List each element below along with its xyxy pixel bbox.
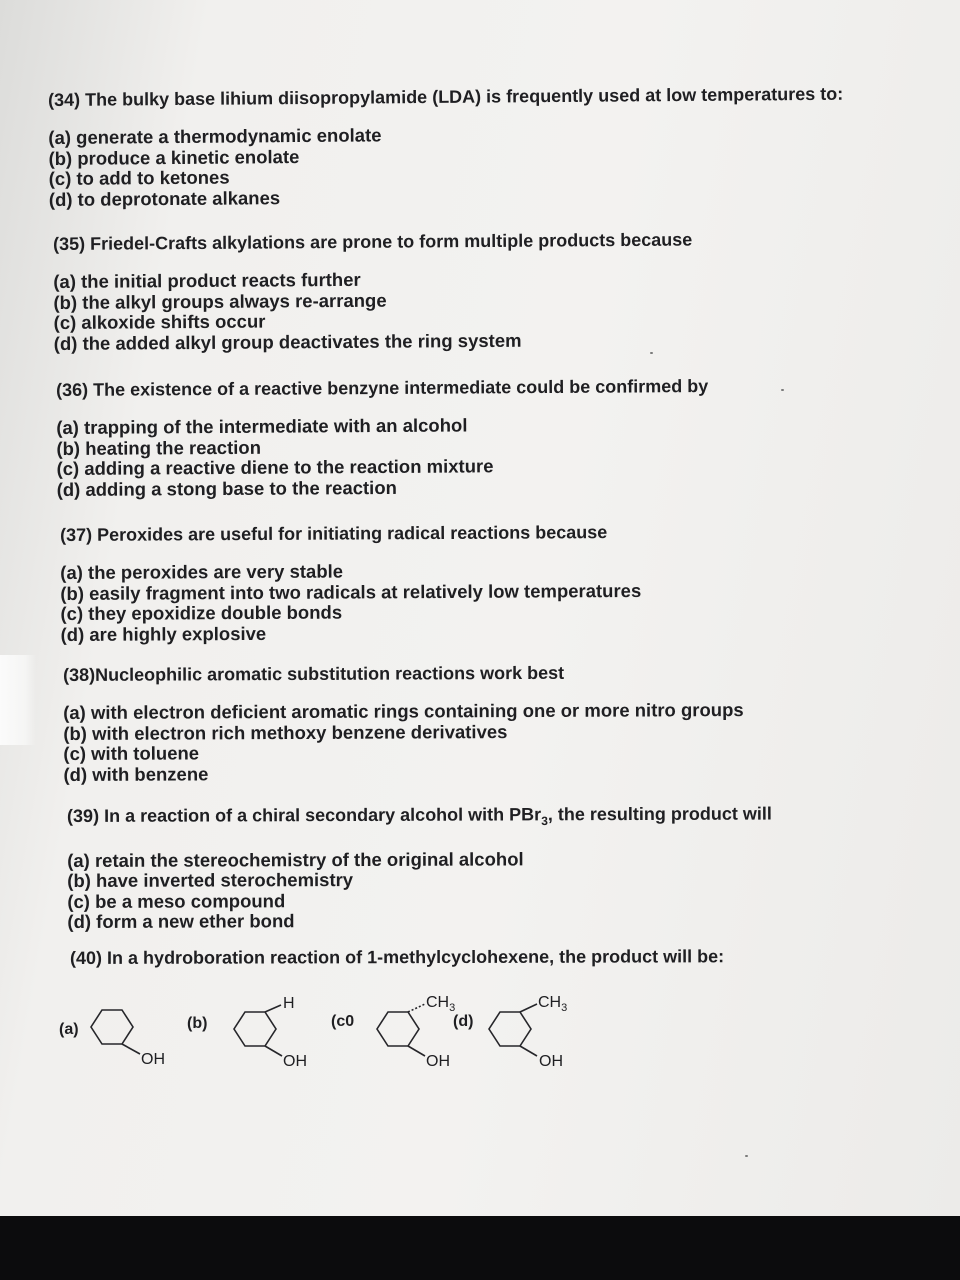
- cyclohexane-ring-a: [91, 1010, 133, 1044]
- answer-option: (c) with toluene: [63, 742, 200, 764]
- answer-option: (d) to deprotonate alkanes: [48, 186, 281, 210]
- ch3-label-c: [426, 994, 455, 1014]
- question-stem: (35) Friedel-Crafts alkylations are prone to form multiple products because: [53, 229, 693, 254]
- subscript-3: 3: [449, 1002, 456, 1014]
- answer-option: (b) heating the reaction: [56, 436, 262, 459]
- h-label-b: H: [283, 995, 295, 1012]
- oh-bond-c: [408, 1046, 425, 1056]
- answer-option: (b) have inverted sterochemistry: [67, 869, 354, 892]
- answer-option: (b) the alkyl groups always re-arrange: [53, 289, 387, 313]
- subscript-3: 3: [561, 1002, 568, 1014]
- question-stem: (34) The bulky base lihium diisopropylamide (LDA) is frequently used at low temperatures to:: [48, 83, 844, 110]
- answer-option: (c) they epoxidize double bonds: [60, 601, 343, 624]
- answer-option: (a) retain the stereochemistry of the original alcohol: [67, 848, 524, 871]
- ch-text: CH: [538, 994, 562, 1011]
- oh-label-d: OH: [539, 1053, 563, 1070]
- question-36: [56, 376, 709, 500]
- question-stem: (38)Nucleophilic aromatic substitution reactions work best: [63, 662, 565, 685]
- ch-text: CH: [426, 994, 450, 1011]
- oh-label-a: OH: [141, 1051, 165, 1068]
- cyclohexane-ring-b: [234, 1012, 276, 1046]
- answer-option: (d) with benzene: [63, 762, 209, 785]
- question-stem: (36) The existence of a reactive benzyne intermediate could be confirmed by: [56, 376, 709, 400]
- answer-option: (a) the peroxides are very stable: [60, 560, 344, 583]
- screen-glare: [0, 655, 36, 745]
- answer-option: (b) with electron rich methoxy benzene derivatives: [63, 720, 508, 744]
- question-stem: (37) Peroxides are useful for initiating radical reactions because: [60, 522, 608, 545]
- dust-speck: [781, 389, 784, 391]
- answer-option: (d) the added alkyl group deactivates the ring system: [53, 329, 522, 354]
- answer-option: (c) be a meso compound: [67, 889, 286, 912]
- subscript-3: 3: [541, 813, 548, 828]
- answer-option: (d) adding a stong base to the reaction: [56, 476, 397, 500]
- stem-prefix: (39) In a reaction of a chiral secondary alcohol with PBr: [67, 804, 542, 826]
- question-35: [53, 230, 693, 354]
- option-b-label: (b): [187, 1015, 208, 1032]
- answer-option: (c) adding a reactive diene to the reaction mixture: [56, 455, 494, 479]
- oh-label-c: OH: [426, 1053, 450, 1070]
- methyl-bond-d: [520, 1004, 537, 1012]
- h-bond-b: [265, 1005, 281, 1012]
- stem-suffix: , the resulting product will: [547, 803, 772, 825]
- answer-option: (c) alkoxide shifts occur: [53, 310, 266, 333]
- question-34: [48, 84, 844, 210]
- answer-option: (c) to add to ketones: [48, 166, 230, 189]
- oh-bond-a: [122, 1044, 140, 1054]
- cyclohexane-ring-c: [377, 1012, 419, 1046]
- question-stem: (40) In a hydroboration reaction of 1-methylcyclohexene, the product will be:: [70, 946, 725, 968]
- question-40: [70, 946, 724, 986]
- answer-option: (a) trapping of the intermediate with an alcohol: [56, 414, 468, 438]
- ch3-label-d: [538, 994, 567, 1014]
- answer-option: (d) are highly explosive: [60, 622, 267, 645]
- monitor-bezel: [0, 1216, 960, 1280]
- methyl-hash-bond-c: [408, 1004, 425, 1012]
- question-39: [67, 804, 772, 933]
- structures-svg: [55, 990, 615, 1080]
- answer-option: (a) generate a thermodynamic enolate: [48, 124, 382, 148]
- question-38: [63, 662, 744, 785]
- answer-option: (b) produce a kinetic enolate: [48, 145, 300, 169]
- hydroboration-structures: [55, 990, 615, 1080]
- question-37: [60, 522, 641, 645]
- cyclohexane-ring-d: [489, 1012, 531, 1046]
- answer-option: (b) easily fragment into two radicals at relatively low temperatures: [60, 579, 642, 604]
- answer-option: (d) form a new ether bond: [67, 910, 295, 933]
- answer-option: (a) the initial product reacts further: [53, 268, 361, 292]
- dust-speck: [650, 352, 653, 354]
- option-a-label: (a): [59, 1021, 79, 1038]
- dust-speck: [745, 1155, 748, 1157]
- oh-label-b: OH: [283, 1053, 307, 1070]
- oh-bond-b: [265, 1046, 282, 1056]
- question-stem: [67, 804, 772, 833]
- option-d-label: (d): [453, 1013, 474, 1030]
- answer-option: (a) with electron deficient aromatic rings containing one or more nitro groups: [63, 699, 744, 723]
- oh-bond-d: [520, 1046, 537, 1056]
- option-c-label: (c0: [331, 1013, 355, 1030]
